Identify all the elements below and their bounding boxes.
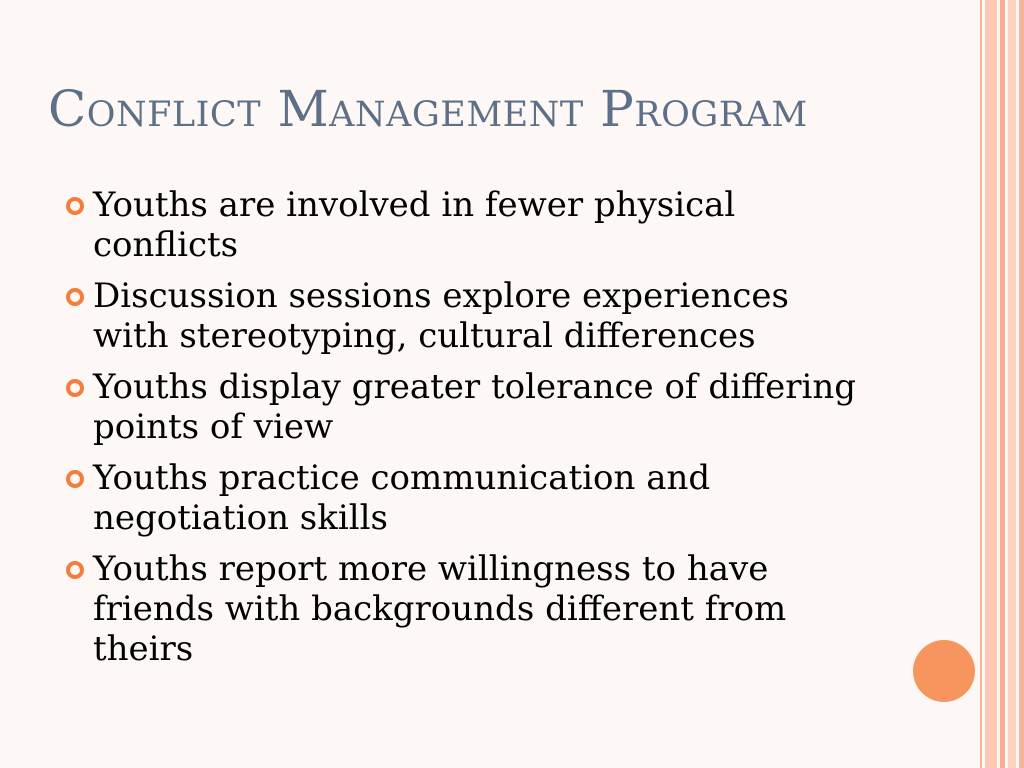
orange-circle-icon <box>913 640 975 702</box>
ring-bullet-icon <box>66 470 84 488</box>
stripe <box>1008 0 1016 768</box>
ring-bullet-icon <box>66 379 84 397</box>
ring-bullet-icon <box>66 288 84 306</box>
bullet-text: Youths practice communication and negotiation skills <box>93 458 711 538</box>
stripe <box>980 0 982 768</box>
bullet-text: Youths display greater tolerance of differing points of view <box>93 367 857 447</box>
bullet-item <box>62 549 862 669</box>
bullet-text: Youths are involved in fewer physical conflicts <box>93 185 736 265</box>
slide-title: Conflict Management Program <box>48 80 808 138</box>
bullet-item <box>62 367 862 447</box>
ring-bullet-icon <box>66 561 84 579</box>
bullet-text: Youths report more willingness to have friends with backgrounds different from theirs <box>93 549 787 669</box>
bullet-list <box>62 185 862 680</box>
stripe <box>1019 0 1024 768</box>
bullet-text: Discussion sessions explore experiences with stereotyping, cultural differences <box>93 276 789 356</box>
decorative-side-stripes <box>980 0 1024 768</box>
bullet-item <box>62 276 862 356</box>
ring-bullet-icon <box>66 197 84 215</box>
bullet-item <box>62 458 862 538</box>
stripe <box>985 0 997 768</box>
bullet-item <box>62 185 862 265</box>
stripe <box>1000 0 1005 768</box>
